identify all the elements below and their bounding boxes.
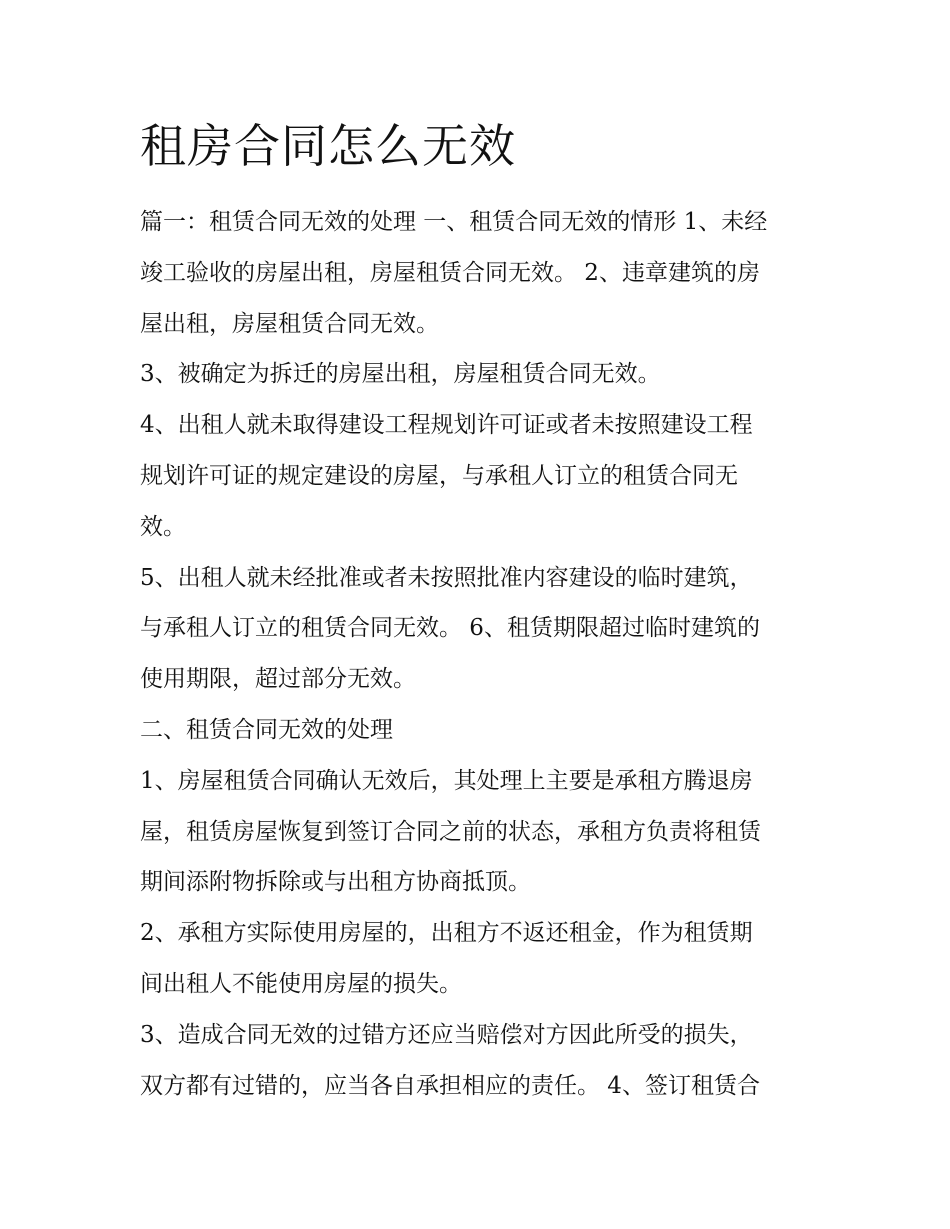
text-line: 2、承租方实际使用房屋的，出租方不返还租金，作为租赁期 — [140, 920, 753, 947]
text-line: 期间添附物拆除或与出租方协商抵顶。 — [140, 869, 531, 896]
text-line: 屋出租，房屋租赁合同无效。 — [140, 310, 439, 337]
page-title: 租房合同怎么无效 — [140, 119, 516, 173]
text-line: 1、房屋租赁合同确认无效后，其处理上主要是承租方腾退房 — [140, 767, 753, 794]
text-line: 3、造成合同无效的过错方还应当赔偿对方因此所受的损失， — [140, 1021, 753, 1048]
document-body — [140, 197, 820, 1111]
text-line: 竣工验收的房屋出租，房屋租赁合同无效。 2、违章建筑的房 — [140, 259, 760, 286]
text-line: 双方都有过错的，应当各自承担相应的责任。 4、签订租赁合 — [140, 1072, 760, 1099]
text-line: 间出租人不能使用房屋的损失。 — [140, 970, 462, 997]
text-line: 屋，租赁房屋恢复到签订合同之前的状态，承租方负责将租赁 — [140, 818, 761, 845]
section-heading: 二、租赁合同无效的处理 — [140, 716, 393, 743]
text-line: 使用期限，超过部分无效。 — [140, 666, 416, 693]
text-line: 4、出租人就未取得建设工程规划许可证或者未按照建设工程 — [140, 412, 753, 439]
text-line: 5、出租人就未经批准或者未按照批准内容建设的临时建筑， — [140, 564, 753, 591]
text-line: 规划许可证的规定建设的房屋，与承租人订立的租赁合同无 — [140, 462, 738, 489]
text-line: 效。 — [140, 513, 186, 540]
text-line: 与承租人订立的租赁合同无效。 6、租赁期限超过临时建筑的 — [140, 615, 760, 642]
text-line: 篇一：租赁合同无效的处理 一、租赁合同无效的情形 1、未经 — [140, 209, 768, 235]
text-line: 3、被确定为拆迁的房屋出租，房屋租赁合同无效。 — [140, 361, 661, 388]
